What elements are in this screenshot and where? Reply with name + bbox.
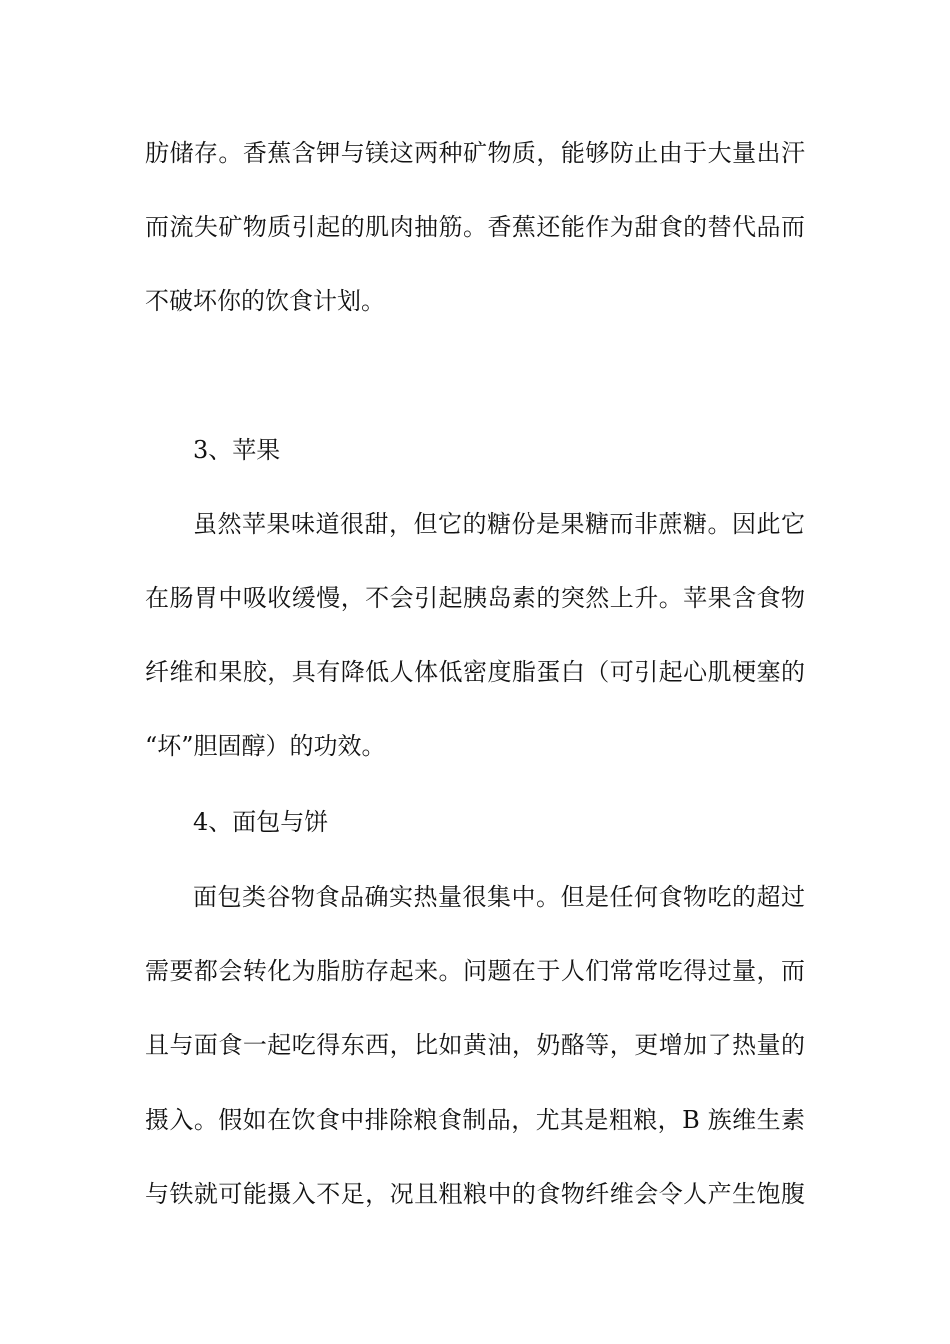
para1-line-2: 而流失矿物质引起的肌肉抽筋。香蕉还能作为甜食的替代品而 xyxy=(145,213,805,241)
para2-line-2: 在肠胃中吸收缓慢，不会引起胰岛素的突然上升。苹果含食物 xyxy=(145,584,805,612)
para3-line-3: 且与面食一起吃得东西，比如黄油，奶酪等，更增加了热量的 xyxy=(145,1031,805,1059)
para3-line-5: 与铁就可能摄入不足，况且粗粮中的食物纤维会令人产生饱腹 xyxy=(145,1180,805,1208)
para2-line-1: 虽然苹果味道很甜，但它的糖份是果糖而非蔗糖。因此它 xyxy=(193,510,805,538)
para1-line-3: 不破坏你的饮食计划。 xyxy=(145,287,385,315)
para3-line-2: 需要都会转化为脂肪存起来。问题在于人们常常吃得过量，而 xyxy=(145,957,805,985)
para3-line-1: 面包类谷物食品确实热量很集中。但是任何食物吃的超过 xyxy=(193,883,805,911)
para2-line-4: “坏”胆固醇）的功效。 xyxy=(145,732,386,760)
para1-line-1: 肪储存。香蕉含钾与镁这两种矿物质，能够防止由于大量出汗 xyxy=(145,139,805,167)
section-heading-bread: 4、面包与饼 xyxy=(193,808,329,836)
para2-line-3: 纤维和果胶，具有降低人体低密度脂蛋白（可引起心肌梗塞的 xyxy=(145,658,805,686)
para3-line-4: 摄入。假如在饮食中排除粮食制品，尤其是粗粮，B 族维生素 xyxy=(145,1106,805,1134)
section-heading-apple: 3、苹果 xyxy=(193,436,281,464)
